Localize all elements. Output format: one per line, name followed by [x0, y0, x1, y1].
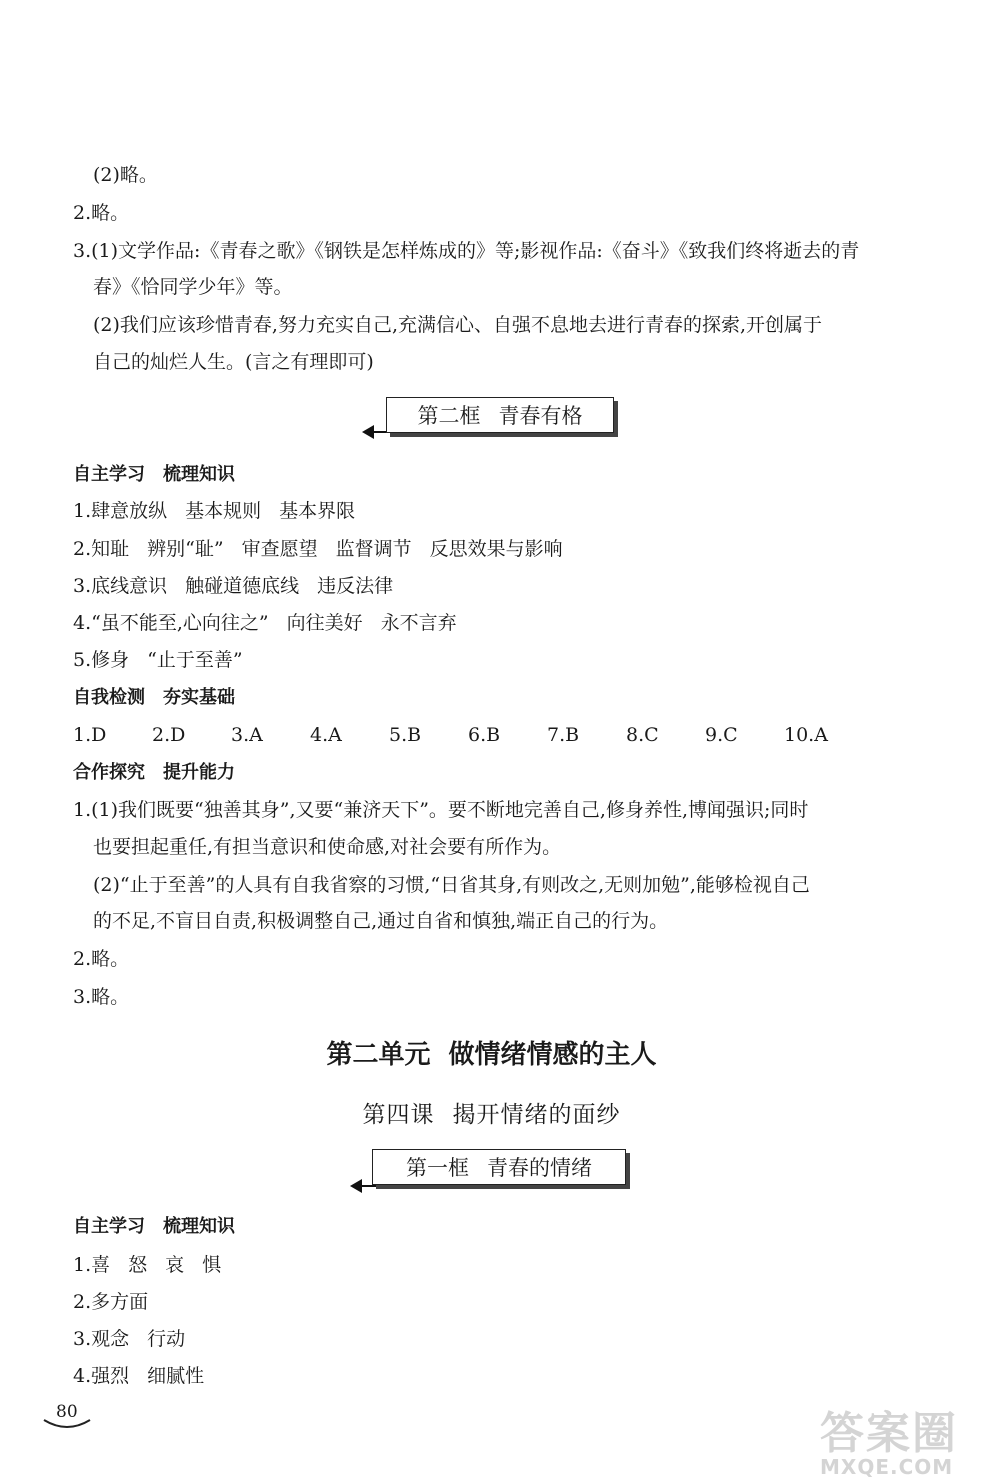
- list-item: 4.“虽不能至,心向往之” 向往美好 永不言弃: [73, 612, 457, 634]
- list-item: 5.修身 “止于至善”: [73, 649, 243, 671]
- frame-title: 青春有格: [498, 404, 583, 428]
- watermark-logo: [820, 1408, 990, 1479]
- list-item: 3.观念 行动: [73, 1328, 186, 1350]
- section-heading: 自我检测 夯实基础: [73, 687, 235, 708]
- list-item: 4.强烈 细腻性: [73, 1365, 205, 1387]
- list-item: 2.多方面: [73, 1291, 149, 1313]
- list-item: 3.底线意识 触碰道德底线 违反法律: [73, 575, 394, 597]
- section-heading: 自主学习 梳理知识: [73, 464, 235, 485]
- answer-line: 1.(1)我们既要“独善其身”,又要“兼济天下”。要不断地完善自己,修身养性,博闻强识;同时: [73, 799, 809, 821]
- page-number: 80: [56, 1402, 78, 1422]
- watermark-url: MXQE.COM: [820, 1455, 954, 1479]
- answer-line: 的不足,不盲目自责,积极调整自己,通过自省和慎独,端正自己的行为。: [93, 910, 669, 932]
- multiple-choice-answers: 1.D 2.D 3.A 4.A 5.B 6.B 7.B 8.C 9.C 10.A: [73, 724, 828, 746]
- section-heading: 自主学习 梳理知识: [73, 1216, 235, 1237]
- unit-title: 第二单元 做情绪情感的主人: [326, 1040, 657, 1070]
- arrow-left-icon: [362, 424, 388, 440]
- answer-line: 2.略。: [73, 948, 130, 970]
- frame-label: 第二框: [417, 404, 481, 428]
- frame-label: 第一框: [406, 1156, 469, 1180]
- answer-line: 2.略。: [73, 202, 130, 224]
- answer-line: 也要担起重任,有担当意识和使命感,对社会要有所作为。: [93, 836, 562, 858]
- section-frame-heading: [386, 397, 614, 433]
- answer-line: 自己的灿烂人生。(言之有理即可): [93, 351, 374, 373]
- list-item: 1.肆意放纵 基本规则 基本界限: [73, 500, 356, 522]
- list-item: 2.知耻 辨别“耻” 审查愿望 监督调节 反思效果与影响: [73, 538, 563, 560]
- page-number-decoration: [42, 1418, 92, 1432]
- answer-line: 3.略。: [73, 986, 130, 1008]
- lesson-title: 第四课 揭开情绪的面纱: [362, 1102, 621, 1128]
- answer-line: (2)略。: [93, 164, 158, 186]
- answer-line: (2)我们应该珍惜青春,努力充实自己,充满信心、自强不息地去进行青春的探索,开创属于: [93, 314, 823, 336]
- frame-title: 青春的情绪: [487, 1156, 592, 1180]
- section-heading: 合作探究 提升能力: [73, 762, 235, 783]
- watermark-text: 答案圈: [820, 1408, 958, 1459]
- answer-line: 3.(1)文学作品:《青春之歌》《钢铁是怎样炼成的》等;影视作品:《奋斗》《致我们终将逝去的青: [73, 240, 860, 262]
- list-item: 1.喜 怒 哀 惧: [73, 1254, 222, 1276]
- section-frame-heading: [372, 1149, 626, 1185]
- answer-line: 春》《恰同学少年》等。: [93, 276, 293, 298]
- answer-line: (2)“止于至善”的人具有自我省察的习惯,“日省其身,有则改之,无则加勉”,能够检视自己: [93, 874, 810, 896]
